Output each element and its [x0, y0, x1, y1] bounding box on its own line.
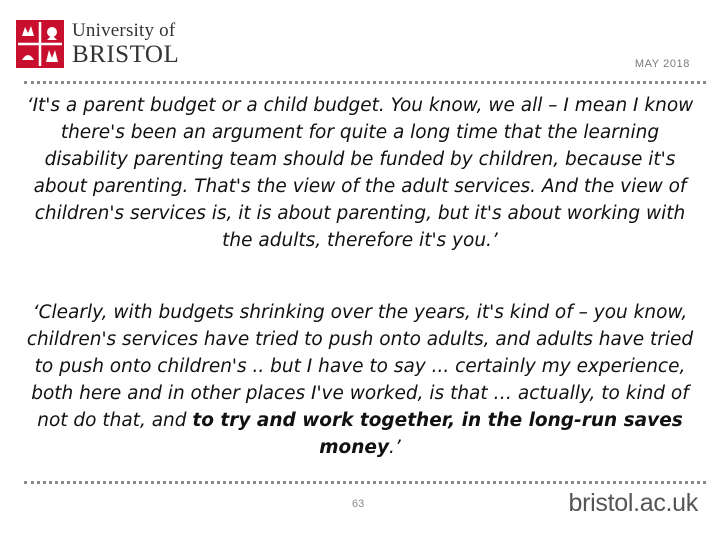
quote-closing: .’	[389, 437, 401, 458]
university-logo	[16, 18, 180, 70]
quote-budgets-shrinking	[20, 299, 700, 461]
quote-text: ‘Clearly, with budgets shrinking over the years, it's kind of – you know, children's services have tried to push onto adults, and adults have tried to push onto children's .. but I have to say ... certainly my experience, both here and in other places I've worked, is that … actually, to kind of not do that, and	[26, 302, 694, 431]
logo-line-bristol: BRISTOL	[72, 41, 180, 68]
quote-parent-budget: ‘It's a parent budget or a child budget. You know, we all – I mean I know there's been an argument for quite a long time that the learning disability parenting team should be funded by children, because it's about parenting. That's the view of the adult services. And the view of children's services is, it is about parenting, but it's about working with the adults, therefore it's you.’	[26, 95, 694, 251]
site-url: bristol.ac.uk	[568, 489, 698, 517]
top-dotted-divider	[24, 81, 706, 84]
page-number: 63	[352, 498, 365, 510]
crest-icon	[16, 20, 64, 68]
logo-line-university-of: University of	[72, 20, 176, 41]
university-wordmark	[72, 20, 179, 68]
quote-emphasis: to try and work together, in the long-run saves money	[192, 410, 683, 458]
bottom-dotted-divider	[24, 481, 706, 484]
presentation-date: MAY 2018	[634, 58, 690, 70]
